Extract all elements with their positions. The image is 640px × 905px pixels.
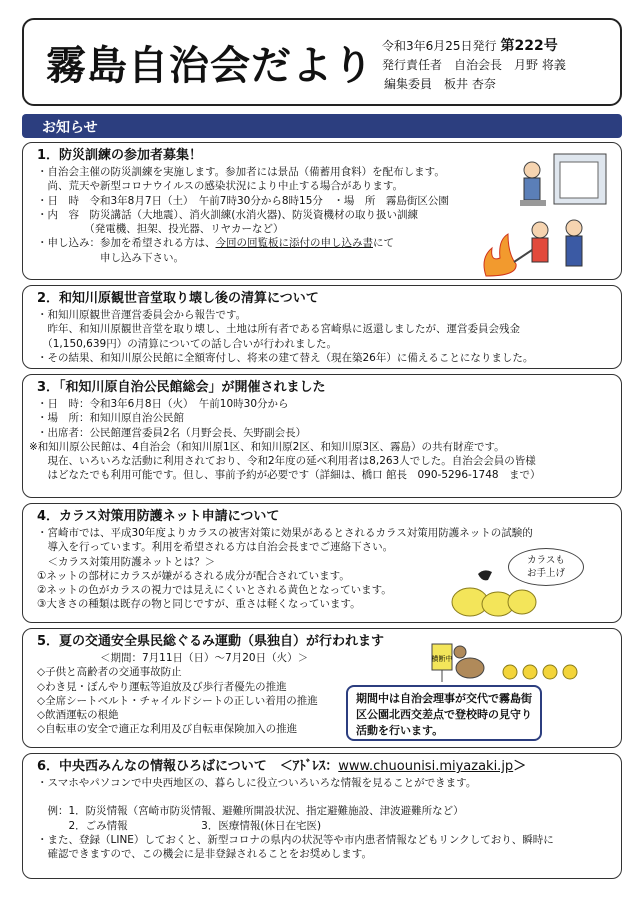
s5-item: ◇自転車の安全で適正な利用及び自転車保険加入の推進 [37, 723, 298, 736]
s6-line [37, 790, 621, 804]
section-6-heading [37, 758, 621, 776]
s5-item: ◇全席シートベルト・チャイルドシートの正しい着用の推進 [37, 694, 318, 707]
s3-line: ・出席者：公民館運営委員2名（月野会長、矢野副会長） [37, 426, 307, 439]
s4-line: ・宮崎市では、平成30年度よりカラスの被害対策に効果があるとされるカラス対策用防護ネットの試験的 [37, 527, 533, 539]
s4-line: ③大きさの種類は既存の物と同じですが、重さは軽くなっています。 [37, 598, 361, 611]
s6-heading-close: ＞ [513, 759, 527, 774]
s1-line: ・日 時 令和3年8月7日（土） 午前7時30分から8時15分 ・場 所 霧島街区公園 [37, 194, 449, 207]
s2-line: 昨年、和知川原観世音堂を取り壊し、土地は所有者である宮崎県に返還しましたが、運営委員会残金 [37, 323, 520, 336]
s5-item: ◇飲酒運転の根絶 [37, 709, 119, 722]
section-3-heading: 3．「和知川原自治公民館総会」が開催されました [37, 380, 326, 395]
s1-apply-post: にて [373, 237, 394, 250]
editor: 編集委員 板井 杏奈 [384, 77, 496, 91]
s6-line: 例：1．防災情報（宮崎市防災情報、避難所開設状況、指定避難施設、津波避難所など） [37, 805, 464, 818]
s1-line: ・自治会主催の防災訓練を実施します。参加者には景品（備蓄用食料）を配布します。 [37, 166, 445, 178]
s6-line: 確認できますので、この機会に是非登録されることをお奨めします。 [37, 848, 372, 861]
s5-period: ＜期間：7月11日（日）～7月20日（火）＞ [37, 652, 309, 664]
s2-line: （1,150,639円）の清算についての話し合いが行われました。 [37, 337, 337, 350]
s3-line: はどなたでも利用可能です。但し、事前予約が必要です（詳細は、橋口 館長 090-5296-1748 まで） [37, 469, 541, 482]
s3-line: 現在、いろいろな活動に利用されており、令和2年度の延べ利用者は8,263人でした。自治会会員の皆様 [37, 455, 536, 468]
s6-line: 2．ごみ情報 3．医療情報(休日在宅医) [37, 819, 322, 832]
s4-line: 導入を行っています。利用を希望される方は自治会長までご連絡下さい。 [37, 541, 394, 554]
section-4-heading: 4．カラス対策用防護ネット申請について [37, 509, 280, 524]
issue-date: 令和3年6月25日発行 [382, 39, 497, 53]
bubble-line-2: お手上げ [526, 568, 565, 579]
s4-line: ①ネットの部材にカラスが嫌がるされる成分が配合されています。 [37, 569, 350, 582]
fire-drill-illustration [478, 218, 598, 280]
s3-line: ・日 時：令和3年6月8日（火） 午前10時30分から [37, 398, 289, 410]
garbage-net-illustration [448, 566, 538, 618]
s3-line: ・場 所：和知川原自治公民館 [37, 412, 184, 425]
application-form-link: 今回の回覧板に添付の申し込み書 [215, 237, 373, 250]
s1-apply-pre: ・申し込み：参加を希望される方は、 [37, 237, 216, 250]
bubble-line-1: カラスも [527, 555, 565, 566]
publisher: 発行責任者 自治会長 月野 将義 [382, 58, 566, 72]
s1-apply-2: 申し込み下さい。 [37, 251, 184, 264]
section-2 [22, 285, 622, 369]
masthead-info [382, 37, 566, 94]
s4-line: ＜カラス対策用防護ネットとは？＞ [37, 555, 216, 568]
s2-line: ・その結果、和知川原公民館に全額寄付し、将来の建て替え（現在築26年）に備えることになりました。 [37, 351, 534, 364]
newsletter-title: 霧島自治会だより [46, 43, 374, 89]
section-6 [22, 753, 622, 879]
crossing-sign: 横断中 [431, 655, 453, 663]
s6-line: ・スマホやパソコンで中央西地区の、暮らしに役立ついろいろな情報を見ることができます。 [37, 777, 477, 789]
info-site-url[interactable]: www.chuounisi.miyazaki.jp [338, 759, 514, 774]
duck-crossing-illustration [430, 640, 598, 684]
section-1-heading: 1．防災訓練の参加者募集！ [37, 148, 203, 163]
s1-line: ・内 容 防災講話（大地震）、消火訓練(水消火器)、防災資機材の取り扱い訓練 [37, 208, 418, 221]
patrol-note: 期間中は自治会理事が交代で霧島街区公園北西交差点で登校時の見守り活動を行います。 [346, 685, 542, 741]
s6-line: ・また、登録（LINE）しておくと、新型コロナの県内の状況等や市内患者情報などもリンクしており、瞬時に [37, 833, 554, 846]
disaster-storehouse-illustration [510, 150, 610, 212]
notice-label: お知らせ [42, 120, 98, 136]
s5-item: ◇わき見・ぼんやり運転等追放及び歩行者優先の推進 [37, 680, 287, 693]
notice-band [22, 114, 622, 138]
s1-line: 尚、荒天や新型コロナウイルスの感染状況により中止する場合があります。 [37, 180, 404, 193]
s5-item: ◇子供と高齢者の交通事故防止 [37, 666, 182, 679]
section-2-heading: 2．和知川原観世音堂取り壊し後の清算について [37, 291, 319, 306]
masthead [22, 18, 622, 106]
section-5-heading: 5．夏の交通安全県民総ぐるみ運動（県独自）が行われます [37, 634, 385, 649]
s2-line: ・和知川原観世音運営委員会から報告です。 [37, 309, 247, 321]
s4-line: ②ネットの色がカラスの視力では見えにくいとされる黄色となっています。 [37, 584, 392, 597]
s6-heading-text: 6．中央西みんなの情報ひろばについて ＜ｱﾄﾞﾚｽ： [37, 759, 339, 774]
section-3 [22, 374, 622, 498]
s1-line: （発電機、担架、投光器、リヤカーなど） [37, 223, 284, 236]
s3-line: ※和知川原公民館は、4自治会（和知川原1区、和知川原2区、和知川原3区、霧島）の共有財産です。 [29, 440, 505, 453]
issue-number: 第222号 [500, 38, 558, 54]
